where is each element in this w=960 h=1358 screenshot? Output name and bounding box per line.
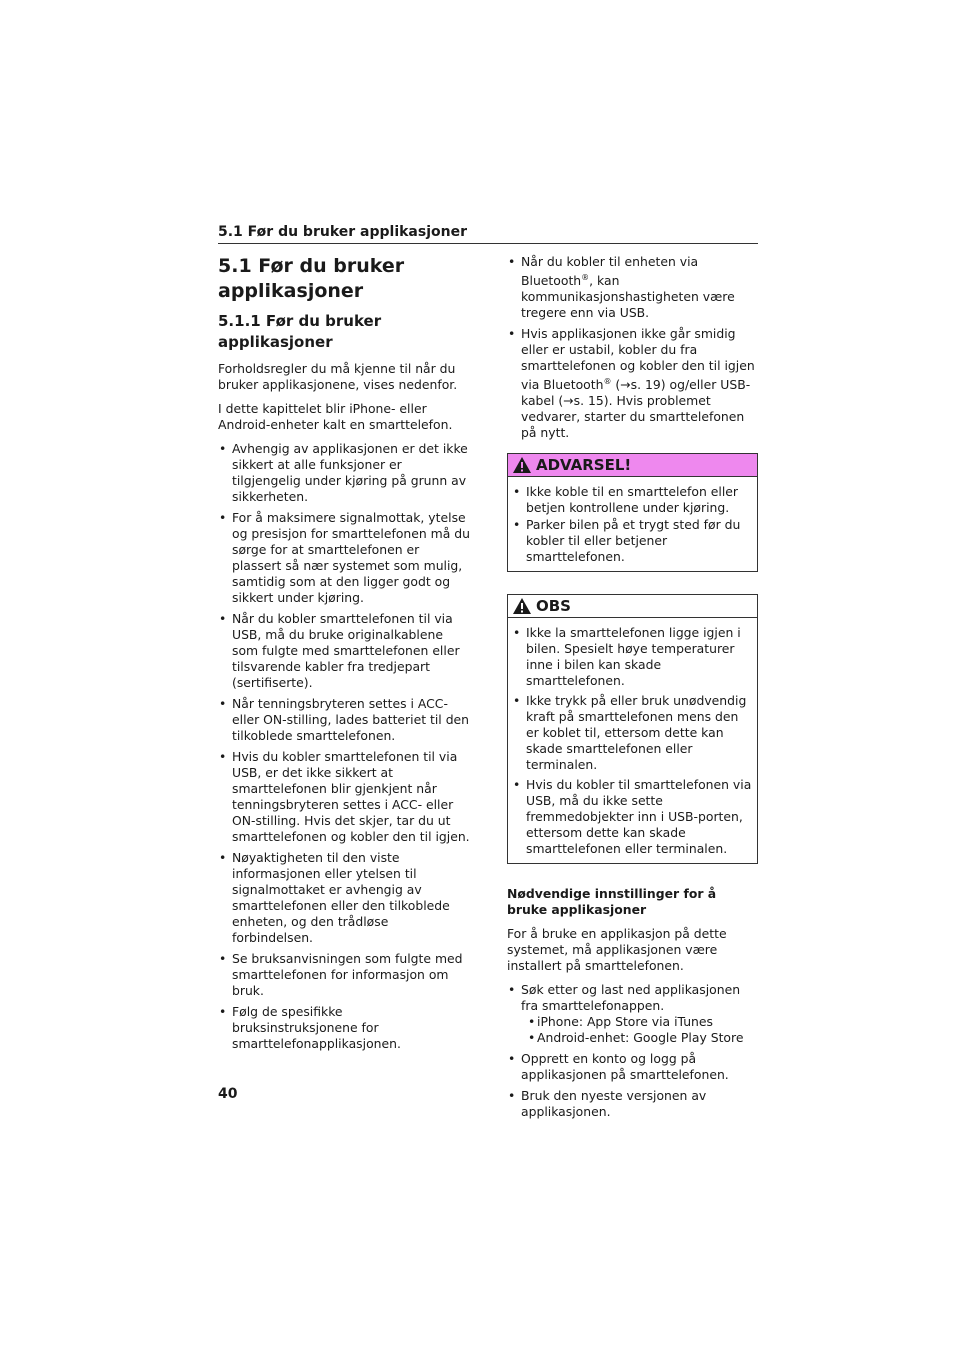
settings-paragraph: For å bruke en applikasjon på dette systemet, må applikasjonen være installert på smarttelefonen. (507, 926, 727, 974)
precautions-list (218, 441, 470, 1052)
subsection-title: 5.1.1 Før du bruker applikasjoner (218, 312, 382, 351)
list-item: • Ikke trykk på eller bruk unødvendig kraft på smarttelefonen mens den er koblet til, ettersom dette kan skade smarttelefonen eller terminalen. (512, 693, 753, 773)
list-item: • Parker bilen på et trygt sted før du kobler til eller betjener smarttelefonen. (512, 517, 753, 565)
list-item: • Nøyaktigheten til den viste informasjonen eller ytelsen til signalmottaket er avhengig av smarttelefonen eller den tilkoblede enheten, og den trådløse forbindelsen. (218, 850, 470, 946)
caution-box (507, 594, 758, 864)
store-list (521, 1014, 758, 1046)
caution-triangle-icon (512, 597, 532, 615)
list-item: • Android-enhet: Google Play Store (527, 1030, 758, 1046)
warning-body (508, 477, 757, 565)
warning-triangle-icon (512, 456, 532, 474)
list-item: • Bruk den nyeste versjonen av applikasjonen. (507, 1088, 758, 1120)
caution-body (508, 618, 757, 857)
list-item: • Avhengig av applikasjonen er det ikke sikkert at alle funksjoner er tilgjengelig under kjøring på grunn av sikkerheten. (218, 441, 470, 505)
settings-steps-list (507, 982, 758, 1120)
caution-list (512, 625, 753, 857)
section-title (218, 254, 470, 304)
list-item: • Opprett en konto og logg på applikasjonen på smarttelefonen. (507, 1051, 758, 1083)
list-item: • Søk etter og last ned applikasjonen fra smarttelefonappen. • iPhone: App Store via iTunes • Android-enhet: Google Play Store (507, 982, 758, 1046)
right-column (507, 254, 758, 1126)
list-item: • For å maksimere signalmottak, ytelse og presisjon for smarttelefonen må du sørge for at smarttelefonen er plassert så nær systemet som mulig, samtidig som at den ligger godt og sikkert under kjøring. (218, 510, 470, 606)
list-item: • Ikke koble til en smarttelefon eller betjen kontrollene under kjøring. (512, 484, 753, 516)
warning-header (508, 454, 757, 477)
list-item: • Hvis du kobler til smarttelefonen via USB, må du ikke sette fremmedobjekter inn i USB-porten, ettersom dette kan skade smarttelefonen eller terminalen. (512, 777, 753, 857)
list-item: • Se bruksanvisningen som fulgte med smarttelefonen for informasjon om bruk. (218, 951, 470, 999)
list-item: • Hvis du kobler smarttelefonen til via USB, er det ikke sikkert at smarttelefonen blir gjenkjent når tenningsbryteren settes i ACC- eller ON-stilling. Hvis det skjer, tar du ut smarttelefonen og kobler den til igjen. (218, 749, 470, 845)
connection-notes-list (507, 254, 758, 441)
definition-paragraph: I dette kapittelet blir iPhone- eller Android-enheter kalt en smarttelefon. (218, 401, 453, 432)
list-item: • Følg de spesifikke bruksinstruksjonene for smarttelefonapplikasjonen. (218, 1004, 470, 1052)
list-item: • Når du kobler til enheten via Bluetooth®, kan kommunikasjonshastigheten være tregere enn via USB. (507, 254, 758, 321)
list-item: • Når tenningsbryteren settes i ACC- eller ON-stilling, lades batteriet til den tilkoblede smarttelefonen. (218, 696, 470, 744)
list-item: • Ikke la smarttelefonen ligge igjen i bilen. Spesielt høye temperaturer inne i bilen kan skade smarttelefonen. (512, 625, 753, 689)
warning-title: ADVARSEL! (536, 456, 632, 475)
intro-paragraph: Forholdsregler du må kjenne til når du bruker applikasjonene, vises nedenfor. (218, 361, 458, 392)
section-title-line-1: 5.1 Før du bruker (218, 255, 405, 277)
left-column (218, 254, 470, 1058)
warning-box (507, 453, 758, 572)
list-item: • Hvis applikasjonen ikke går smidig eller er ustabil, kobler du fra smarttelefonen og kobler den til igjen via Bluetooth® (→s. 19) og/eller USB-kabel (→s. 15). Hvis problemet vedvarer, starter du smarttelefonen på nytt. (507, 326, 758, 441)
list-item: • iPhone: App Store via iTunes (527, 1014, 758, 1030)
settings-heading: Nødvendige innstillinger for å bruke applikasjoner (507, 886, 717, 918)
caution-title: OBS (536, 597, 571, 616)
list-item: • Når du kobler smarttelefonen til via USB, må du bruke originalkablene som fulgte med smarttelefonen eller tilsvarende kabler fra tredjepart (sertifiserte). (218, 611, 470, 691)
caution-header (508, 595, 757, 618)
running-head: 5.1 Før du bruker applikasjoner (218, 224, 758, 244)
warning-list (512, 484, 753, 565)
page-number: 40 (218, 1086, 238, 1102)
section-title-line-2: applikasjoner (218, 280, 364, 302)
